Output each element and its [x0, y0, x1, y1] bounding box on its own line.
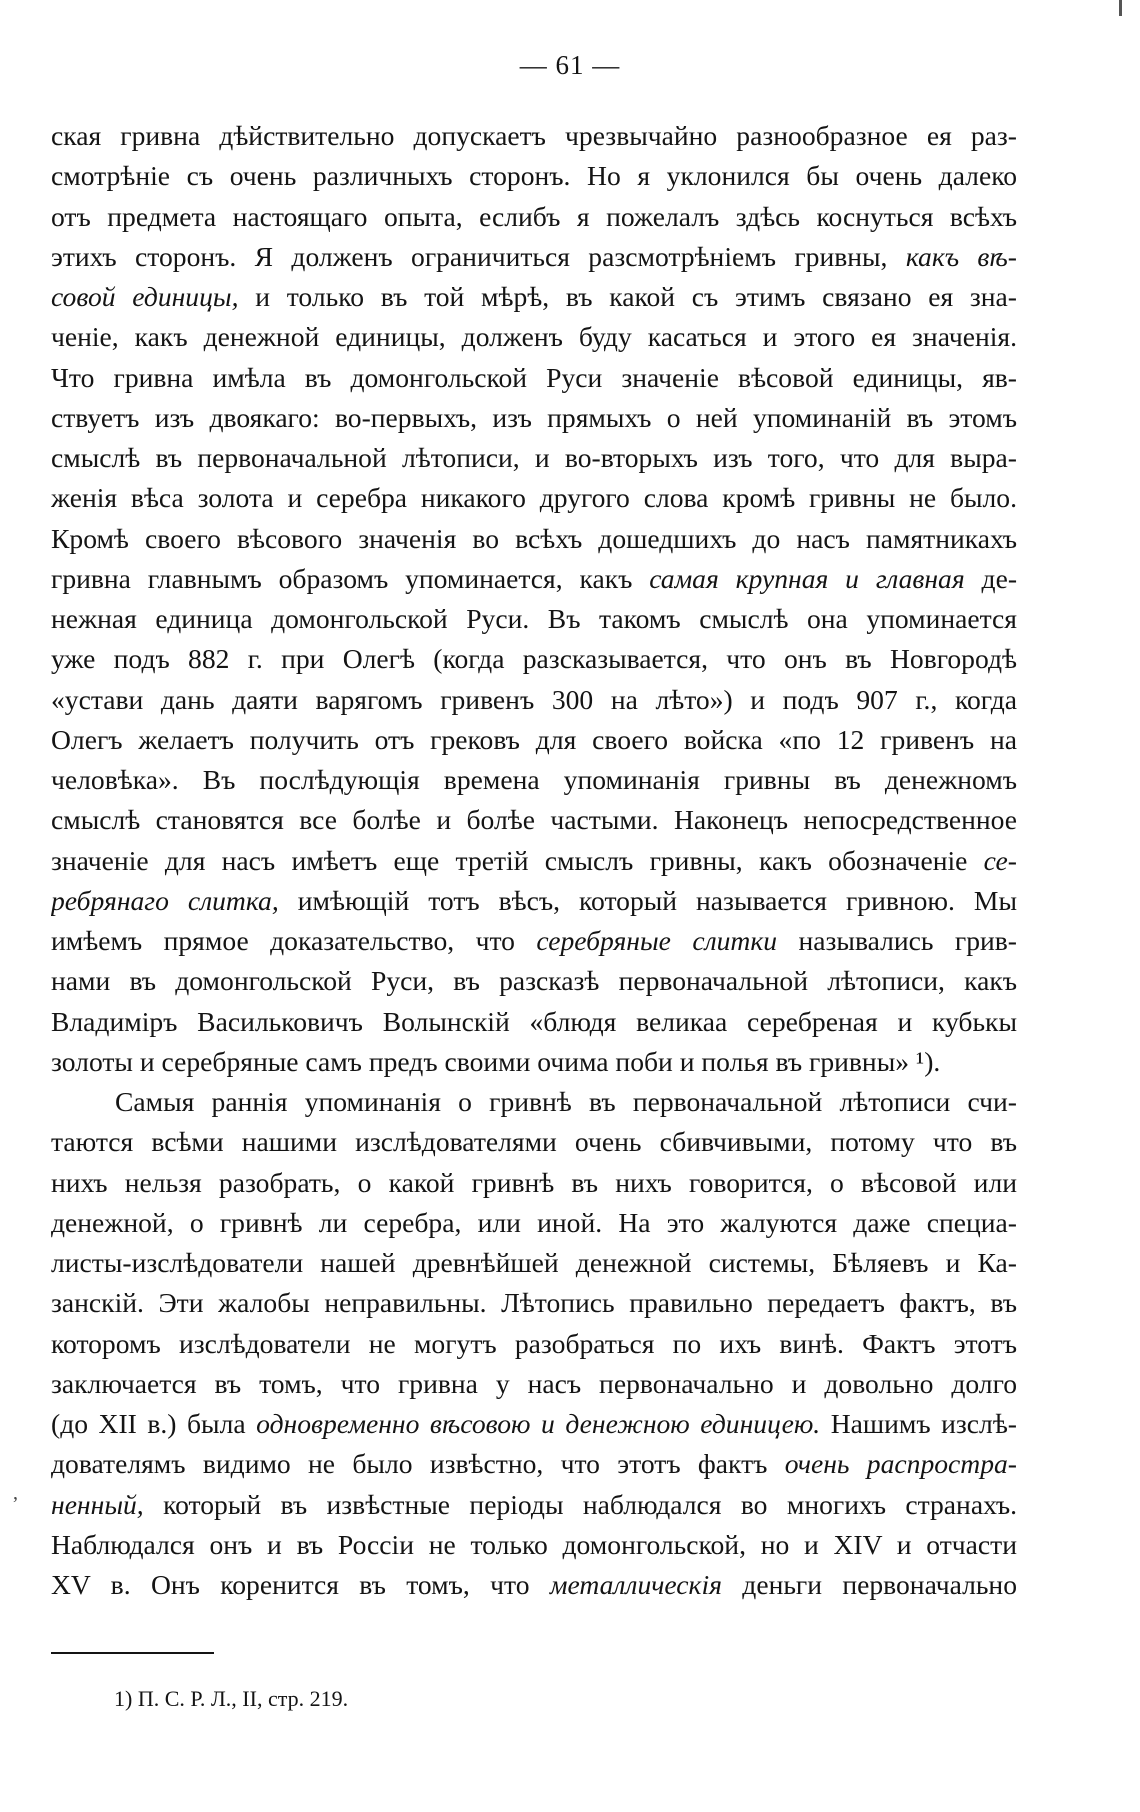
page-number: — 61 —	[519, 50, 621, 80]
text-segment: Что гривна имѣла въ домонгольской Руси значеніе вѣсовой единицы, яв-	[51, 361, 1017, 393]
italic-text-segment: очень распростра-	[784, 1448, 1017, 1480]
text-segment: который въ извѣстные періоды наблюдался во многихъ странахъ.	[143, 1488, 1017, 1520]
text-segment: де-	[964, 562, 1017, 594]
text-segment: денежной, о гривнѣ ли серебра, или иной. На это жалуются даже специа-	[51, 1206, 1017, 1238]
text-line	[51, 800, 1017, 840]
text-line	[51, 237, 1017, 277]
text-line	[51, 1243, 1017, 1283]
text-line	[51, 317, 1017, 357]
text-line	[51, 1283, 1017, 1323]
text-line	[51, 1525, 1017, 1565]
text-segment: назывались грив-	[777, 925, 1017, 956]
text-segment: смыслѣ въ первоначальной лѣтописи, и во-вторыхъ изъ того, что для выра-	[51, 442, 1017, 473]
text-segment: Наблюдался онъ и въ Россіи не только домонгольской, но и XIV и отчасти	[51, 1528, 1017, 1560]
italic-text-segment: металлическія	[549, 1569, 722, 1600]
text-line	[51, 1404, 1017, 1444]
text-segment: занскій. Эти жалобы неправильны. Лѣтопись правильно передаетъ фактъ, въ	[51, 1287, 1017, 1319]
scan-edge-mark	[1119, 0, 1122, 16]
text-segment: Самыя раннія упоминанія о гривнѣ въ первоначальной лѣтописи счи-	[115, 1086, 1017, 1117]
text-line	[51, 841, 1017, 881]
margin-mark: ‚	[12, 1482, 19, 1504]
text-line	[51, 1324, 1017, 1364]
text-segment: этихъ сторонъ. Я долженъ ограничиться разсмотрѣніемъ гривны,	[51, 240, 906, 272]
italic-text-segment: совой единицы,	[51, 281, 239, 312]
text-line	[51, 680, 1017, 720]
text-segment: и только въ той мѣрѣ, въ какой съ этимъ связано ея зна-	[238, 281, 1017, 312]
text-segment: женія вѣса золота и серебра никакого другого слова кромѣ гривны не было.	[51, 482, 1017, 514]
body-text	[51, 116, 1017, 1605]
text-segment: «устави дань даяти варягомъ гривенъ 300 на лѣто») и подъ 907 г., когда	[51, 683, 1017, 715]
text-line	[51, 1163, 1017, 1203]
text-line	[51, 639, 1017, 679]
text-segment: смотрѣніе съ очень различныхъ сторонъ. Но я уклонился бы очень далеко	[51, 160, 1017, 192]
text-segment: уже подъ 882 г. при Олегѣ (когда разсказывается, что онъ въ Новгородѣ	[51, 643, 1017, 675]
text-segment: деньги первоначально	[721, 1569, 1017, 1600]
italic-text-segment: серебряные слитки	[536, 925, 778, 956]
text-segment: золоты и серебряные самъ предъ своими очима поби и полья въ гривны» ¹).	[51, 1045, 941, 1077]
text-line	[51, 1042, 1017, 1082]
text-line	[51, 478, 1017, 518]
text-line	[51, 358, 1017, 398]
footnote: 1) П. С. Р. Л., II, стр. 219.	[114, 1686, 349, 1711]
text-segment: значеніе для насъ имѣетъ еще третій смыслъ гривны, какъ обозначеніе	[51, 844, 984, 876]
text-line	[51, 961, 1017, 1001]
text-segment: дователямъ видимо не было извѣстно, что этотъ фактъ	[51, 1448, 785, 1480]
text-line	[51, 197, 1017, 237]
text-segment: имѣющій тотъ вѣсъ, который называется гривною. Мы	[278, 884, 1017, 916]
italic-text-segment: одновременно вѣсовою и денежною единицею.	[256, 1408, 821, 1439]
text-segment: (до XII в.) была	[51, 1408, 257, 1439]
text-line	[51, 1364, 1017, 1404]
text-line	[51, 398, 1017, 438]
text-line	[51, 519, 1017, 559]
text-segment: таются всѣми нашими изслѣдователями очень сбивчивыми, потому что въ	[51, 1126, 1017, 1158]
text-line	[51, 760, 1017, 800]
text-line	[51, 881, 1017, 921]
text-line	[51, 1485, 1017, 1525]
italic-text-segment: ненный,	[51, 1488, 144, 1520]
text-line	[51, 599, 1017, 639]
text-segment: отъ предмета настоящаго опыта, еслибъ я пожелалъ здѣсь коснуться всѣхъ	[51, 200, 1017, 232]
text-segment: Кромѣ своего вѣсового значенія во всѣхъ дошедшихъ до насъ памятникахъ	[51, 522, 1017, 554]
text-segment: нихъ нельзя разобрать, о какой гривнѣ въ нихъ говорится, о вѣсовой или	[51, 1166, 1017, 1198]
italic-text-segment: се-	[983, 844, 1017, 876]
text-line	[51, 156, 1017, 196]
text-line	[51, 1082, 1017, 1122]
text-line	[51, 1122, 1017, 1162]
text-segment: Владиміръ Васильковичъ Волынскій «блюдя великаа серебреная и кубькы	[51, 1005, 1017, 1037]
text-line	[51, 116, 1017, 156]
text-line	[51, 1565, 1017, 1605]
text-segment: нами въ домонгольской Руси, въ разсказѣ первоначальной лѣтописи, какъ	[51, 965, 1017, 997]
text-segment: которомъ изслѣдователи не могутъ разобраться по ихъ винѣ. Фактъ этотъ	[51, 1327, 1017, 1359]
text-line	[51, 1002, 1017, 1042]
text-line	[51, 1444, 1017, 1484]
text-segment: листы-изслѣдователи нашей древнѣйшей денежной системы, Бѣляевъ и Ка-	[51, 1247, 1017, 1278]
italic-text-segment: самая крупная и главная	[649, 562, 965, 594]
text-segment: ская гривна дѣйствительно допускаетъ чрезвычайно разнообразное ея раз-	[51, 120, 1017, 151]
text-segment: Олегъ желаетъ получить отъ грековъ для своего войска «по 12 гривенъ на	[51, 723, 1017, 755]
text-segment: человѣка». Въ послѣдующія времена упоминанія гривны въ денежномъ	[51, 764, 1017, 795]
text-line	[51, 438, 1017, 478]
text-segment: ченіе, какъ денежной единицы, долженъ буду касаться и этого ея значенія.	[51, 321, 1017, 353]
text-segment: смыслѣ становятся все болѣе и болѣе частыми. Наконецъ непосредственное	[51, 804, 1017, 836]
text-segment: гривна главнымъ образомъ упоминается, какъ	[51, 562, 650, 594]
italic-text-segment: какъ вѣ-	[905, 240, 1017, 272]
italic-text-segment: ребрянаго слитка,	[51, 884, 279, 916]
text-line	[51, 559, 1017, 599]
text-line	[51, 720, 1017, 760]
text-segment: заключается въ томъ, что гривна у насъ первоначально и довольно долго	[51, 1367, 1017, 1399]
text-line	[51, 921, 1017, 961]
text-segment: XV в. Онъ коренится въ томъ, что	[51, 1569, 550, 1600]
text-line	[51, 1203, 1017, 1243]
text-segment: нежная единица домонгольской Руси. Въ такомъ смыслѣ она упоминается	[51, 603, 1017, 634]
footnote-divider	[51, 1652, 214, 1654]
text-segment: Нашимъ изслѣ-	[820, 1408, 1017, 1439]
text-line	[51, 277, 1017, 317]
text-segment: имѣемъ прямое доказательство, что	[51, 925, 537, 956]
text-segment: ствуетъ изъ двоякаго: во-первыхъ, изъ прямыхъ о ней упоминаній въ этомъ	[51, 401, 1017, 433]
